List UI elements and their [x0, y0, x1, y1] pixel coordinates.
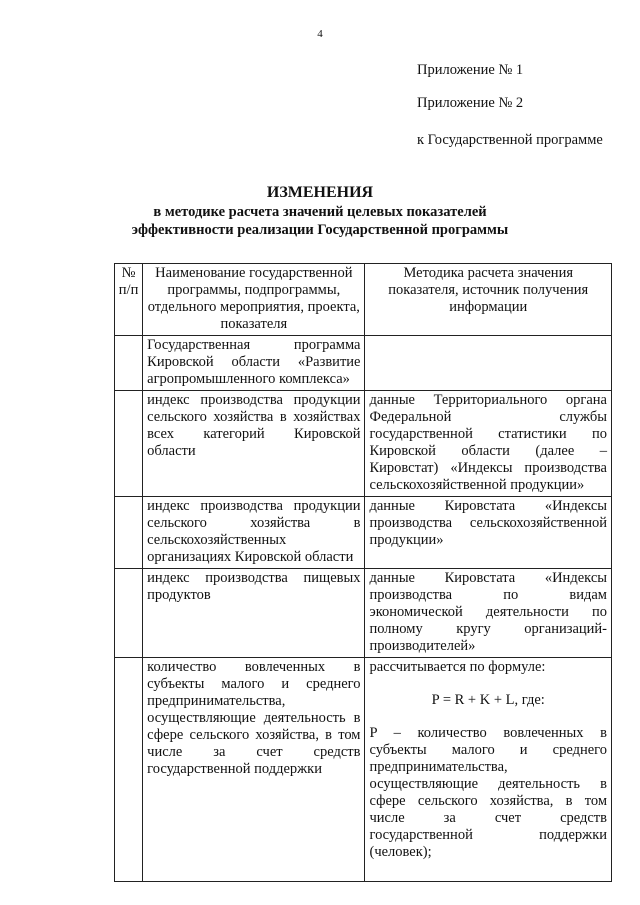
table-row: [115, 658, 612, 882]
method-definition: P – количество вовлеченных в субъекты малого и среднего предпринимательства, осуществляющие деятельность в сфере сельского хозяйства, в том числе за счет средств государственной поддержки (человек);: [369, 725, 607, 860]
document-title: ИЗМЕНЕНИЯ: [266, 184, 374, 201]
table-row: [115, 569, 612, 658]
table-header-row: [115, 264, 612, 336]
row-name: количество вовлеченных в субъекты малого и среднего предпринимательства, осуществляющие деятельность в сфере сельского хозяйства, в том числе за счет средств государственной поддержки: [143, 658, 365, 882]
row-num: [115, 336, 143, 391]
table-row: [115, 497, 612, 569]
appendix-2-label: Приложение № 2: [417, 95, 524, 111]
row-name: индекс производства продукции сельского хозяйства в сельскохозяйственных организациях Кировской области: [143, 497, 365, 569]
row-num: [115, 497, 143, 569]
row-method: [365, 658, 612, 882]
appendix-subject-label: к Государственной программе: [417, 132, 603, 148]
table-row: [115, 391, 612, 497]
row-method: [365, 336, 612, 391]
methodology-table: [114, 263, 612, 882]
method-formula: P = R + K + L, где:: [431, 692, 545, 708]
row-method: данные Кировстата «Индексы производства по видам экономической деятельности по полному кругу организаций-производителей»: [365, 569, 612, 658]
method-intro: рассчитывается по формуле:: [369, 659, 546, 675]
row-name: Государственная программа Кировской области «Развитие агропромышленного комплекса»: [143, 336, 365, 391]
row-method: данные Кировстата «Индексы производства сельскохозяйственной продукции»: [365, 497, 612, 569]
row-num: [115, 391, 143, 497]
row-num: [115, 658, 143, 882]
header-num: № п/п: [115, 264, 143, 336]
appendix-1-label: Приложение № 1: [417, 62, 524, 78]
row-name: индекс производства продукции сельского хозяйства в хозяйствах всех категорий Кировской области: [143, 391, 365, 497]
table-row: [115, 336, 612, 391]
document-subtitle-line1: в методике расчета значений целевых показателей: [153, 204, 487, 220]
page-number: 4: [317, 28, 323, 40]
header-method: Методика расчета значения показателя, источник получения информации: [365, 264, 612, 336]
row-num: [115, 569, 143, 658]
document-subtitle-line2: эффективности реализации Государственной программы: [131, 222, 509, 238]
row-method: данные Территориального органа Федеральной службы государственной статистики по Кировской области (далее – Кировстат) «Индексы производства сельскохозяйственной продукции»: [365, 391, 612, 497]
header-name: Наименование государственной программы, подпрограммы, отдельного мероприятия, проекта, показателя: [143, 264, 365, 336]
row-name: индекс производства пищевых продуктов: [143, 569, 365, 658]
